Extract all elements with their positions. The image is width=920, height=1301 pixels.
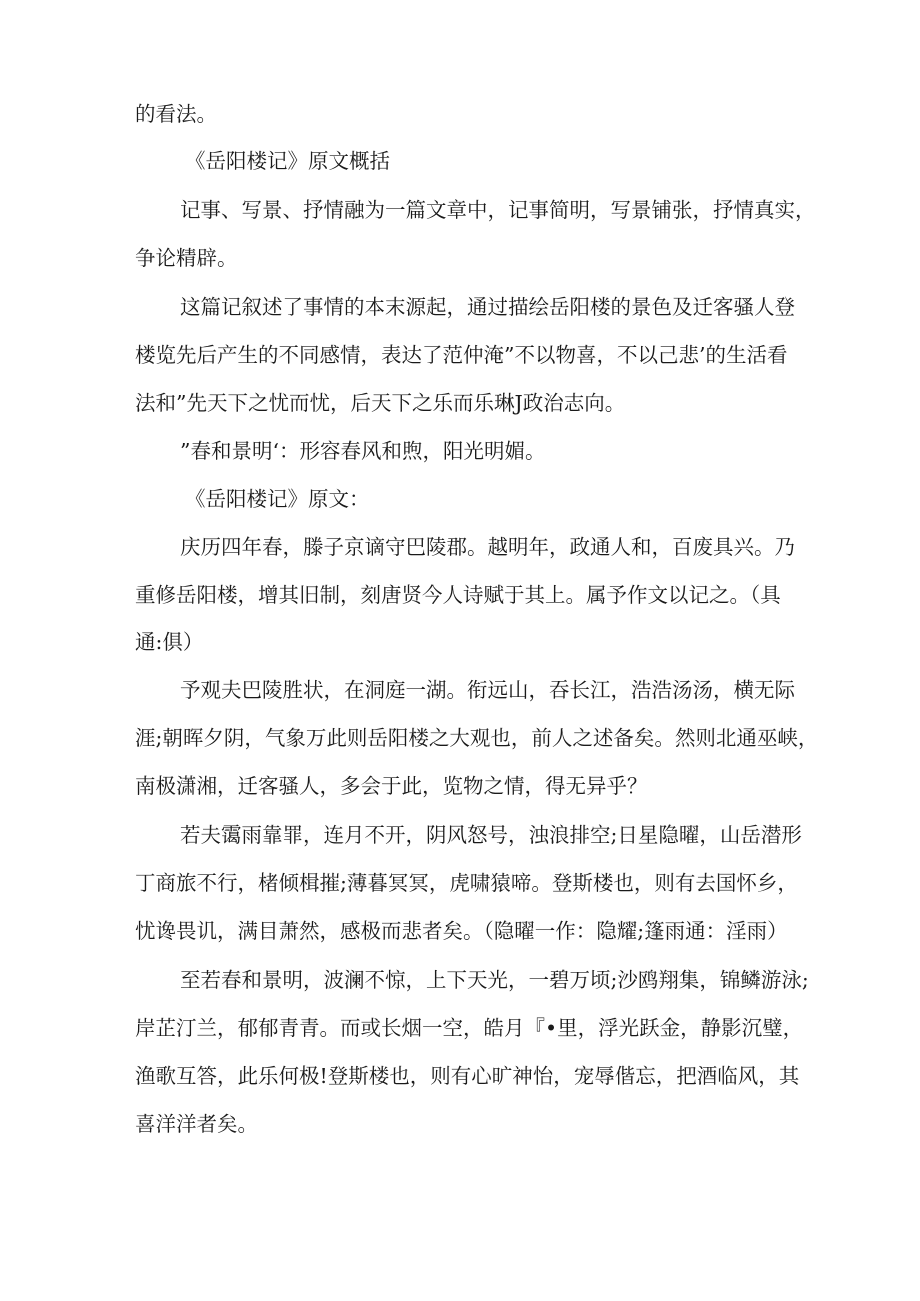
paragraph-line: 丁商旅不行，楮倾楫摧;薄暮冥冥，虎啸猿啼。登斯楼也，则有去国怀乡， bbox=[135, 871, 798, 895]
paragraph-line: 予观夫巴陵胜状，在洞庭一湖。衔远山，吞长江，浩浩汤汤，横无际 bbox=[180, 678, 795, 702]
paragraph-line: 至若春和景明，波澜不惊，上下天光，一碧万顷;沙鸥翔集，锦鳞游泳; bbox=[180, 968, 809, 992]
paragraph-line: 南极潇湘，迁客骚人，多会于此，览物之情，得无异乎？ bbox=[135, 774, 648, 798]
paragraph-line: 重修岳阳楼，增其旧制，刻唐贤今人诗赋于其上。属予作文以记之。（具 bbox=[135, 583, 781, 607]
paragraph-line: ”春和景明‘：形容春风和煦，阳光明媚。 bbox=[180, 439, 546, 463]
paragraph-line: 通:俱） bbox=[135, 630, 204, 654]
paragraph-line: 记事、写景、抒情融为一篇文章中，记事简明，写景铺张，抒情真实， bbox=[180, 198, 816, 222]
paragraph-line: 岸芷汀兰，郁郁青青。而或长烟一空，皓月『•里，浮光跃金，静影沉璧， bbox=[135, 1016, 804, 1040]
paragraph-line: 争论精辟。 bbox=[135, 246, 238, 270]
paragraph-line: 渔歌互答，此乐何极!登斯楼也，则有心旷神怡，宠辱偕忘，把酒临风，其 bbox=[135, 1064, 800, 1088]
paragraph-line: 忧谗畏讥，满目萧然，感极而悲者矣。（隐曜一作：隐耀;篷雨通：淫雨） bbox=[135, 919, 788, 943]
section-heading: 《岳阳楼记》原文概括 bbox=[185, 149, 390, 173]
text-line: 的看法。 bbox=[135, 102, 217, 126]
section-heading: 《岳阳楼记》原文： bbox=[185, 487, 370, 511]
paragraph-line: 喜洋洋者矣。 bbox=[135, 1112, 258, 1136]
paragraph-line: 若夫霭雨靠罪，连月不开，阴风怒号，浊浪排空;日星隐曜，山岳潜形 bbox=[180, 823, 802, 847]
paragraph-line: 法和”先天下之忧而忧，后天下之乐而乐琳J政治志向。 bbox=[135, 391, 626, 415]
paragraph-line: 楼览先后产生的不同感情，表达了范仲淹”不以物喜，不以己悲’的生活看 bbox=[135, 343, 788, 367]
paragraph-line: 这篇记叙述了事情的本末源起，通过描绘岳阳楼的景色及迁客骚人登 bbox=[180, 295, 795, 319]
paragraph-line: 涯;朝晖夕阴，气象万此则岳阳楼之大观也，前人之述备矣。然则北通巫峡， bbox=[135, 726, 819, 750]
paragraph-line: 庆历四年春，滕子京谪守巴陵郡。越明年，政通人和，百废具兴。乃 bbox=[180, 535, 795, 559]
